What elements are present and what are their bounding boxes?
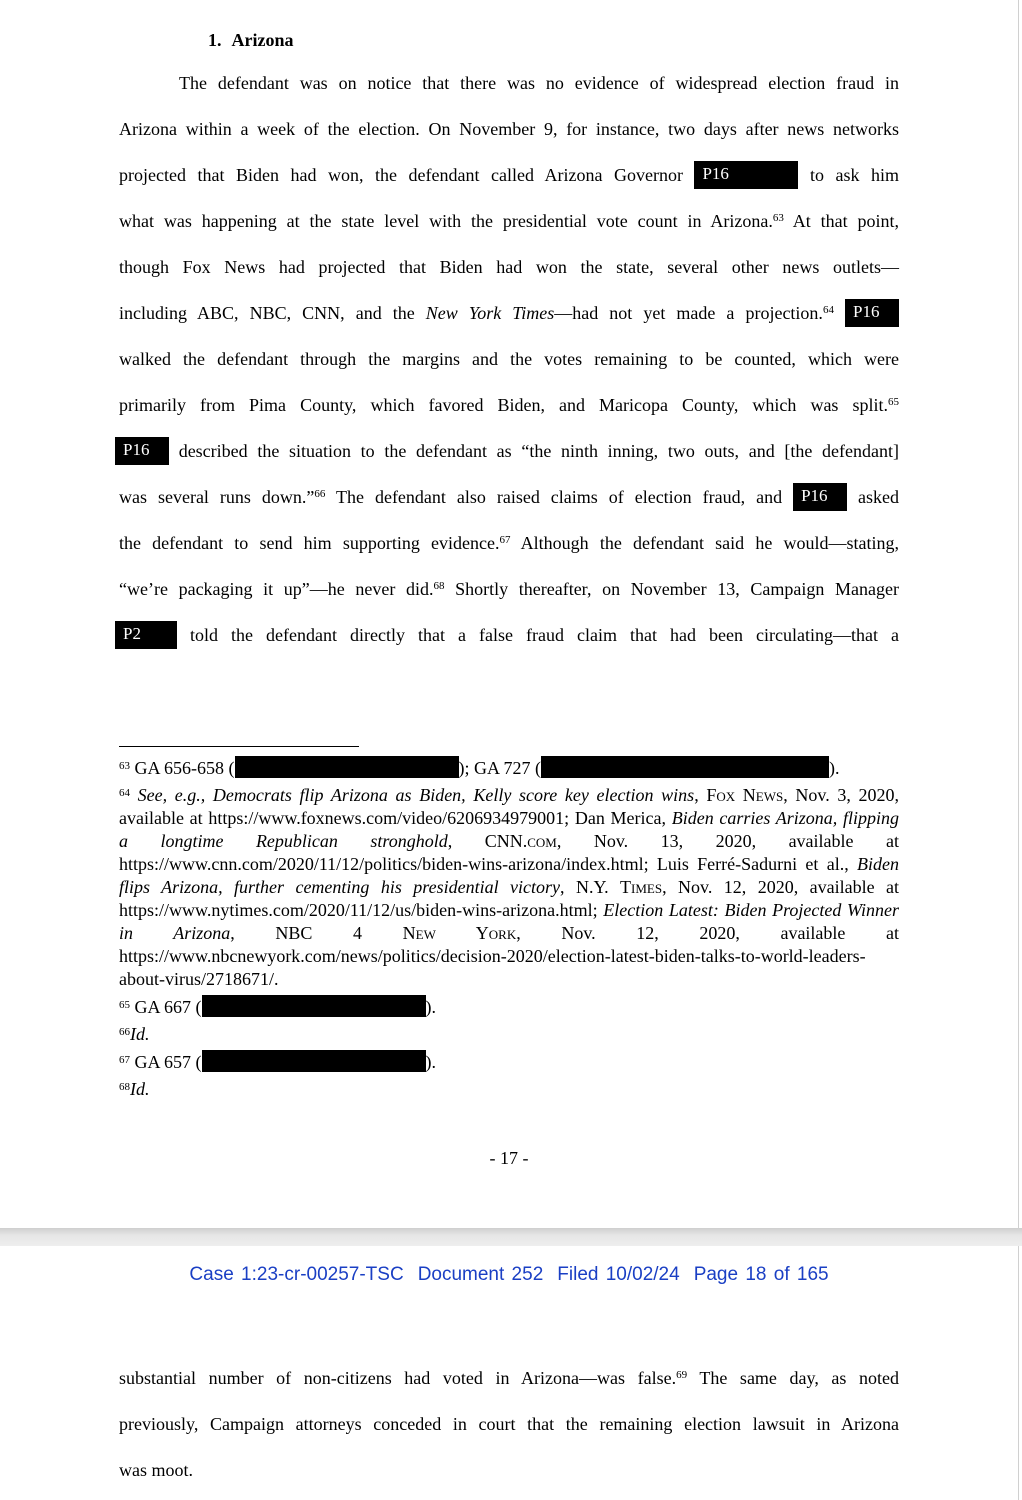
document-number: Document 252: [417, 1264, 544, 1285]
redaction-box: P16: [115, 437, 169, 465]
footnote-ref[interactable]: 67: [499, 534, 511, 546]
page-number: - 17 -: [489, 1148, 529, 1168]
text-line: Arizona within a week of the election. On November 9, for instance, two days after news networks: [119, 119, 899, 139]
text-line: primarily from Pima County, which favored Biden, and Maricopa County, which was split.$^{65}$: [119, 395, 899, 415]
text-line: was moot.: [119, 1460, 193, 1480]
footnote-67: $^{67}$ GA 657 ( ).: [119, 1052, 436, 1072]
text-line: substantial number of non-citizens had voted in Arizona—was false.$^{69}$ The same day, as noted: [119, 1368, 899, 1388]
footnote-64: $^{64}$ See, e.g., Democrats flip Arizona as Biden, Kelly score key election wins, Fox News, Nov. 3, 2020, available at https://www.foxnews.com/video/6206934979001; Dan Merica, Biden carries Arizona, flipping a longtime Republican stronghold, CNN.com, Nov. 13, 2020, available at https://www.cnn.com/2020/11/12/politics/biden-wins-arizona/index.html; Luis Ferré-Sadurni et al., Biden flips Arizona, further cementing his presidential victory, N.Y. Times, Nov. 12, 2020, available at https://www.nytimes.com/2020/11/12/us/biden-wins-arizona.html; Election Latest: Biden Projected Winner in Arizona, NBC 4 New York, Nov. 12, 2020, available at https://www.nbcnewyork.com/news/politics/decision-2020/election-latest-biden-talks-to-world-leaders-about-virus/2718671/.: [119, 785, 900, 989]
text-line: P16 described the situation to the defendant as “the ninth inning, two outs, and [the defendant]: [119, 428, 899, 474]
text-line: P2 told the defendant directly that a false fraud claim that had been circulating—that a: [119, 612, 899, 658]
footnote-65: $^{65}$ GA 667 ( ).: [119, 997, 436, 1017]
redaction-box: [202, 995, 426, 1017]
text-line: projected that Biden had won, the defendant called Arizona Governor P16 to ask him: [119, 152, 899, 198]
footnote-ref[interactable]: 66: [314, 488, 326, 500]
paragraph-1: [119, 60, 899, 658]
case-header: [0, 1264, 1018, 1286]
section-number: 1.: [208, 30, 222, 50]
text-line: though Fox News had projected that Biden had won the state, several other news outlets—: [119, 257, 899, 277]
section-heading: [208, 30, 294, 51]
footnotes: [119, 756, 899, 1105]
redaction-box: [235, 756, 459, 778]
page-separator: [0, 1228, 1022, 1246]
footnote-ref[interactable]: 69: [676, 1369, 688, 1381]
footnote-ref[interactable]: 63: [772, 212, 784, 224]
text-line: was several runs down.”$^{66}$ The defendant also raised claims of election fraud, and P16 asked: [119, 474, 899, 520]
paragraph-2: [119, 1355, 899, 1493]
redaction-box: P2: [115, 621, 177, 649]
case-number: Case 1:23-cr-00257-TSC: [189, 1264, 404, 1285]
footnote-68: $^{68}$Id.: [119, 1079, 150, 1099]
footnote-divider: [119, 746, 359, 747]
redaction-box: [202, 1050, 426, 1072]
text-line: “we’re packaging it up”—he never did.$^{68}$ Shortly thereafter, on November 13, Campaign Manager: [119, 579, 899, 599]
footnote-63: $^{63}$ GA 656-658 ( ); GA 727 ( ).: [119, 758, 840, 778]
text-line: The defendant was on notice that there was no evidence of widespread election fraud in: [179, 73, 899, 93]
text-line: the defendant to send him supporting evidence.$^{67}$ Although the defendant said he would—stating,: [119, 533, 899, 553]
filed-date: Filed 10/02/24: [557, 1264, 680, 1285]
footnote-ref[interactable]: 65: [888, 396, 899, 408]
text-line: what was happening at the state level with the presidential vote count in Arizona.$^{63}$ At that point,: [119, 211, 899, 231]
text-line: walked the defendant through the margins and the votes remaining to be counted, which were: [119, 349, 899, 369]
redaction-box: P16: [793, 483, 847, 511]
footnote-ref[interactable]: 64: [822, 304, 834, 316]
section-title: Arizona: [231, 30, 294, 50]
text-line: including ABC, NBC, CNN, and the New York Times—had not yet made a projection.$^{64}$ P16: [119, 290, 899, 336]
footnote-66: $^{66}$Id.: [119, 1024, 150, 1044]
text-line: previously, Campaign attorneys conceded in court that the remaining election lawsuit in Arizona: [119, 1414, 899, 1434]
footnote-ref[interactable]: 68: [433, 580, 445, 592]
page-count: Page 18 of 165: [693, 1264, 829, 1285]
redaction-box: P16: [845, 299, 899, 327]
redaction-box: P16: [694, 161, 798, 189]
redaction-box: [541, 756, 829, 778]
